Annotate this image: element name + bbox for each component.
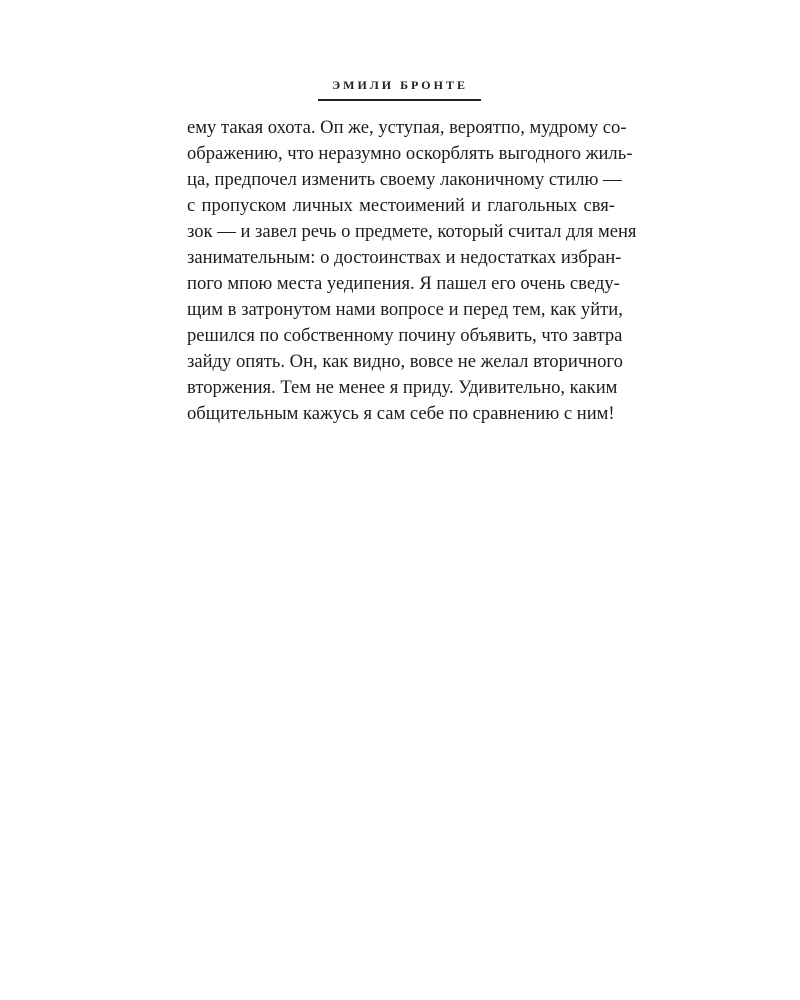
text-line: щим в затронутом нами вопросе и перед тем, как уйти, bbox=[187, 299, 623, 320]
text-line: зайду опять. Он, как видно, вовсе не желал вторичного bbox=[187, 351, 623, 372]
body-text bbox=[187, 115, 637, 427]
text-line: занимательным: о достоинствах и недостатках избран- bbox=[187, 247, 622, 268]
text-line: общительным кажусь я сам себе по сравнению с ним! bbox=[187, 403, 615, 424]
header-rule bbox=[318, 99, 481, 101]
text-line: решился по собственному почину объявить, что завтра bbox=[187, 325, 623, 346]
text-line: зок — и завел речь о предмете, который считал для меня bbox=[187, 221, 637, 242]
text-line: ображению, что неразумно оскорблять выгодного жиль- bbox=[187, 143, 633, 164]
text-line: пого мпою места уедипения. Я пашел его очень сведу- bbox=[187, 273, 620, 294]
text-line: ему такая охота. Оп же, уступая, вероятпо, мудрому со- bbox=[187, 117, 627, 138]
running-header-author: ЭМИЛИ БРОНТЕ bbox=[332, 78, 468, 92]
text-line: с пропуском личных местоимений и глагольных свя- bbox=[187, 195, 615, 216]
text-line: вторжения. Тем не менее я приду. Удивительно, каким bbox=[187, 377, 618, 398]
text-line: ца, предпочел изменить своему лаконичному стилю — bbox=[187, 169, 622, 190]
